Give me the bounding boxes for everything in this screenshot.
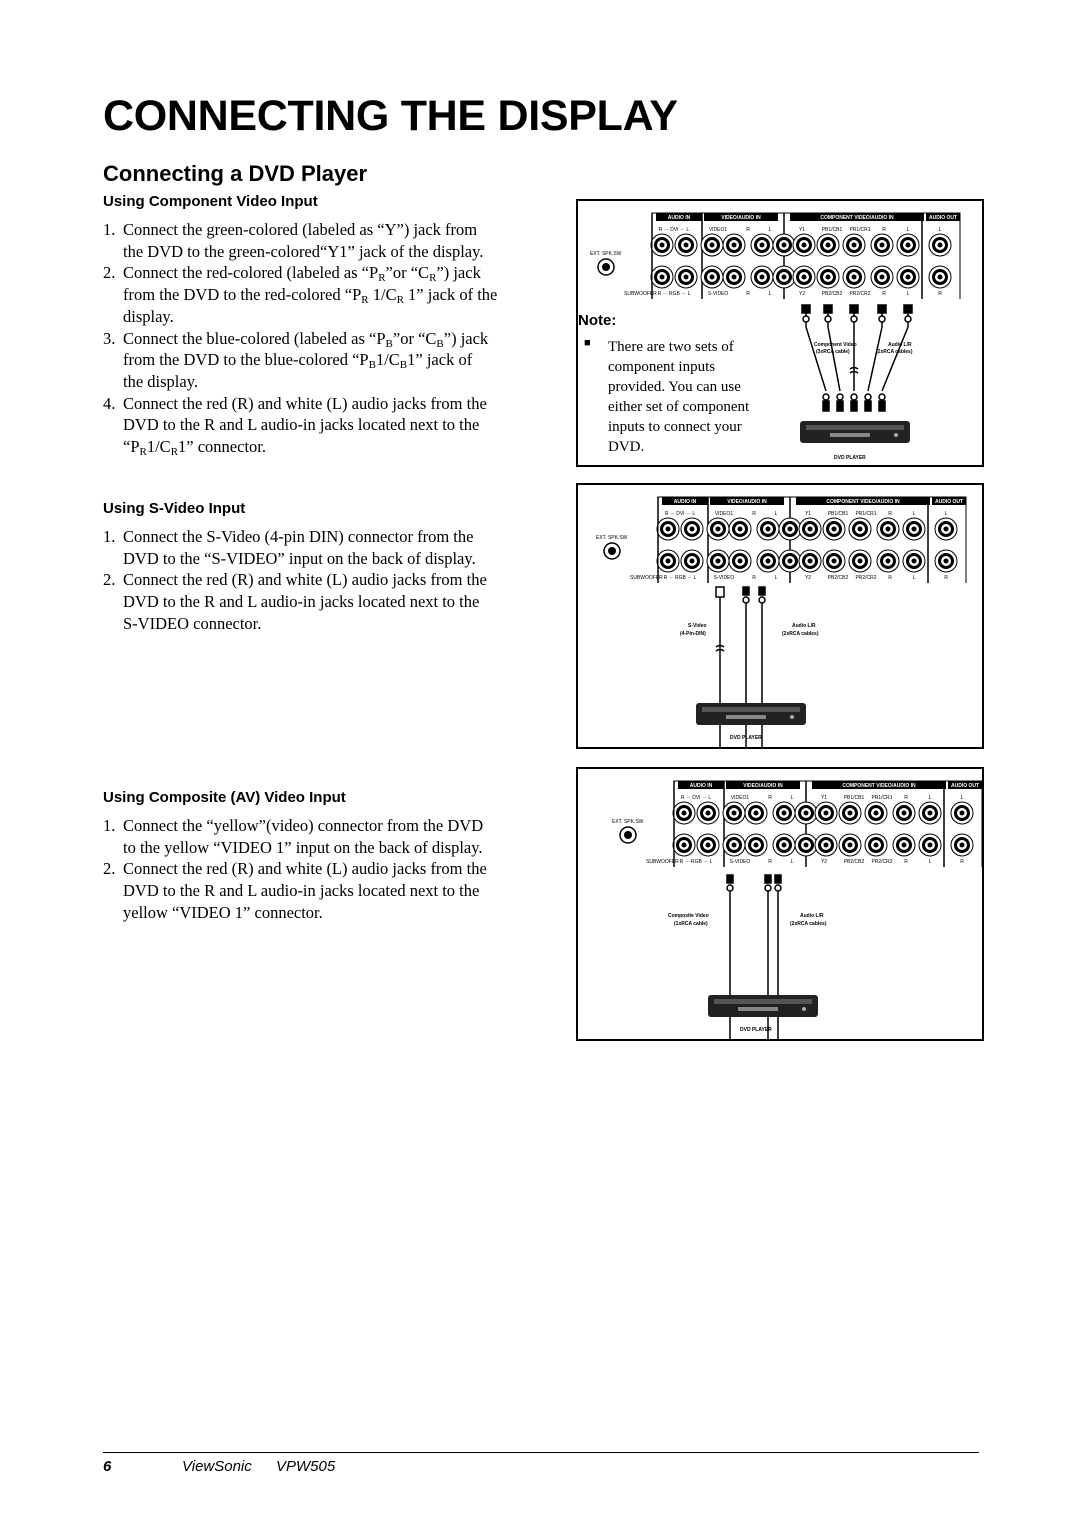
rca-jack-icon: [877, 550, 899, 572]
footer-model: VPW505: [276, 1458, 336, 1475]
jack-label: R － DVI － L: [664, 511, 696, 517]
jack-label: R: [882, 291, 886, 297]
jack-label: Y2: [820, 859, 828, 865]
panel-header-label: COMPONENT VIDEO/AUDIO IN: [842, 783, 916, 789]
jack-label: Y2: [798, 291, 806, 297]
rca-jack-icon: [779, 550, 801, 572]
rca-jack-icon: [751, 266, 773, 288]
list-item: 2. Connect the red-colored (labeled as “$P_R”or$ “$C_R$”) jack from the DVD to the red-colored “$P_R$ $1/C_R$ 1” jack of the display.: [103, 263, 498, 326]
page-number: 6: [103, 1458, 112, 1475]
rca-jack-icon: [919, 834, 941, 856]
cable-label: Audio L/R: [888, 342, 912, 348]
cable-label: Composite Video: [668, 913, 709, 919]
subwoofer-label: SUBWOOFER: [646, 859, 679, 865]
jack-label: L: [928, 795, 932, 801]
cable-label: Audio L/R: [800, 913, 824, 919]
note-title: Note:: [578, 312, 617, 329]
jack-label: PB1/CB1: [821, 227, 843, 233]
jack-label: L: [912, 575, 916, 581]
rca-jack-icon: [849, 518, 871, 540]
rca-jack-icon: [795, 834, 817, 856]
rca-jack-icon: [799, 518, 821, 540]
ext-spk-label: EXT. SPK.SW: [596, 535, 628, 541]
jack-label: PB2/CB2: [821, 291, 843, 297]
list-item: 1. Connect the green-colored (labeled as “Y”) jack from the DVD to the green-colored“Y1” jack of the display.: [103, 220, 484, 261]
jack-label: S-VIDEO: [713, 575, 735, 581]
jack-label: R: [938, 291, 942, 297]
svideo-jack-icon: [729, 550, 751, 572]
panel-header-label: VIDEO/AUDIO IN: [743, 783, 783, 789]
rca-jack-icon: [877, 518, 899, 540]
rca-jack-icon: [657, 550, 679, 572]
rca-jack-icon: [799, 550, 821, 572]
cable-label: (2xRCA cables): [790, 921, 827, 927]
jack-label: L: [768, 291, 772, 297]
jack-label: L: [790, 859, 794, 865]
jack-label: PB2/CB2: [827, 575, 849, 581]
jack-label: L: [960, 795, 964, 801]
panel-header-label: VIDEO/AUDIO IN: [727, 499, 767, 505]
jack-label: VIDEO1: [708, 227, 728, 233]
panel-header-label: AUDIO OUT: [950, 783, 980, 789]
svideo-diagram-graphic: [578, 485, 982, 747]
jack-label: R: [768, 795, 772, 801]
rca-jack-icon: [817, 266, 839, 288]
jack-label: PR1/CR1: [871, 795, 893, 801]
jack-label: Y1: [798, 227, 806, 233]
rca-plugs-bottom: [823, 394, 885, 411]
jack-label: R: [904, 859, 908, 865]
cable-label: S-Video: [688, 623, 707, 629]
jack-label: R － DVI － L: [680, 795, 712, 801]
note-body: There are two sets of component inputs provided. You can use either set of component inputs to connect your DVD.: [608, 339, 750, 455]
dvd-player-label: DVD PLAYER: [730, 735, 762, 741]
rca-jack-icon: [651, 266, 673, 288]
component-steps: [103, 219, 573, 458]
jack-label: PR2/CR2: [871, 859, 893, 865]
cable-label: (3xRCA cable): [816, 349, 850, 355]
panel-header-label: AUDIO IN: [689, 783, 713, 789]
panel-header-label: AUDIO OUT: [934, 499, 964, 505]
rca-jack-icon: [675, 234, 697, 256]
jack-label: L: [790, 795, 794, 801]
dvd-player-label: DVD PLAYER: [740, 1027, 772, 1033]
jack-label: L: [928, 859, 932, 865]
jack-label: R: [768, 859, 772, 865]
rca-jack-icon: [701, 234, 723, 256]
rca-jack-icon: [757, 518, 779, 540]
rca-jack-icon: [773, 234, 795, 256]
jack-label: R － DVI － L: [658, 227, 690, 233]
ext-speaker-jack-icon: [604, 543, 620, 559]
subwoofer-label: SUBWOOFER: [624, 291, 657, 297]
rca-jack-icon: [849, 550, 871, 572]
jack-label: VIDEO1: [730, 795, 750, 801]
rca-jack-icon: [773, 834, 795, 856]
rca-jack-icon: [681, 518, 703, 540]
rca-jack-icon: [951, 802, 973, 824]
jack-label: Y1: [820, 795, 828, 801]
jack-label: L: [768, 227, 772, 233]
rca-jack-icon: [865, 802, 887, 824]
rca-jack-icon: [935, 518, 957, 540]
ext-speaker-jack-icon: [620, 827, 636, 843]
jack-label: R: [752, 511, 756, 517]
cable-label: (2xRCA cables): [876, 349, 913, 355]
list-item: 4. Connect the red (R) and white (L) audio jacks from the DVD to the R and L audio-in jacks located next to the “$P_R1/C_R1$” connector.: [103, 393, 487, 459]
rca-jack-icon: [707, 550, 729, 572]
rca-jack-icon: [893, 834, 915, 856]
panel-header-label: COMPONENT VIDEO/AUDIO IN: [826, 499, 900, 505]
jack-label: Y2: [804, 575, 812, 581]
component-connection-diagram: [576, 199, 984, 467]
jack-label: L: [944, 511, 948, 517]
cable-label: (4-Pin-DIN): [680, 631, 706, 637]
page-title: CONNECTING THE DISPLAY: [103, 92, 678, 140]
cable-label: (1xRCA cable): [674, 921, 708, 927]
composite-connection-diagram: [576, 767, 984, 1041]
rca-jack-icon: [657, 518, 679, 540]
rca-jack-icon: [745, 802, 767, 824]
jack-label: R: [960, 859, 964, 865]
jack-label: S-VIDEO: [729, 859, 751, 865]
jack-label: PB1/CB1: [843, 795, 865, 801]
rca-jack-icon: [839, 802, 861, 824]
jack-label: L: [906, 291, 910, 297]
rca-jack-icon: [651, 234, 673, 256]
jack-label: R － RGB － L: [657, 291, 691, 297]
rca-jack-icon: [823, 518, 845, 540]
jack-label: PB2/CB2: [843, 859, 865, 865]
panel-header-label: COMPONENT VIDEO/AUDIO IN: [820, 215, 894, 221]
rca-jack-icon: [701, 266, 723, 288]
footer-brand: ViewSonic: [182, 1458, 252, 1475]
rca-jack-icon: [929, 234, 951, 256]
rca-jack-icon: [817, 234, 839, 256]
rca-jack-icon: [865, 834, 887, 856]
rca-jack-icon: [697, 834, 719, 856]
rca-jack-icon: [903, 550, 925, 572]
rca-plugs-top: [802, 305, 912, 391]
jack-label: R － RGB － L: [679, 859, 713, 865]
rca-jack-icon: [793, 266, 815, 288]
rca-jack-icon: [697, 802, 719, 824]
panel-header-label: VIDEO/AUDIO IN: [721, 215, 761, 221]
rca-jack-icon: [707, 518, 729, 540]
jack-label: PR1/CR1: [849, 227, 871, 233]
ext-spk-label: EXT. SPK.SW: [590, 251, 622, 257]
cable-label: (2xRCA cables): [782, 631, 819, 637]
footer-rule: [103, 1452, 979, 1453]
rca-jack-icon: [843, 266, 865, 288]
rca-jack-icon: [839, 834, 861, 856]
jack-label: PR2/CR2: [855, 575, 877, 581]
jack-label: S-VIDEO: [707, 291, 729, 297]
jack-label: R: [944, 575, 948, 581]
rca-jack-icon: [793, 234, 815, 256]
dvd-player-icon: [696, 703, 806, 725]
rca-jack-icon: [951, 834, 973, 856]
rca-jack-icon: [929, 266, 951, 288]
jack-label: PB1/CB1: [827, 511, 849, 517]
dvd-player-label: DVD PLAYER: [834, 455, 866, 461]
rca-jack-icon: [903, 518, 925, 540]
jack-label: R － RGB － L: [663, 575, 697, 581]
svideo-jack-icon: [745, 834, 767, 856]
jack-label: R: [904, 795, 908, 801]
rca-jack-icon: [675, 266, 697, 288]
composite-heading: Using Composite (AV) Video Input: [103, 789, 346, 806]
ext-speaker-jack-icon: [598, 259, 614, 275]
bullet-icon: ■: [584, 337, 591, 349]
list-item: 1. Connect the S-Video (4-pin DIN) connector from the DVD to the “S-VIDEO” input on the back of display.: [103, 527, 476, 568]
rca-jack-icon: [723, 834, 745, 856]
rca-jack-icon: [897, 266, 919, 288]
panel-header-label: AUDIO IN: [667, 215, 691, 221]
jack-label: R: [882, 227, 886, 233]
list-item: 2. Connect the red (R) and white (L) audio jacks from the DVD to the R and L audio-in jacks located next to the yellow “VIDEO 1” connector.: [103, 859, 487, 922]
section-title: Connecting a DVD Player: [103, 161, 368, 186]
jack-label: L: [774, 511, 778, 517]
rca-jack-icon: [673, 834, 695, 856]
rca-jack-icon: [919, 802, 941, 824]
rca-jack-icon: [773, 266, 795, 288]
panel-header-label: AUDIO OUT: [928, 215, 958, 221]
rca-jack-icon: [893, 802, 915, 824]
rca-jack-icon: [897, 234, 919, 256]
rca-jack-icon: [815, 834, 837, 856]
svideo-connection-diagram: [576, 483, 984, 749]
jack-label: L: [906, 227, 910, 233]
composite-diagram-graphic: [578, 769, 982, 1039]
rca-jack-icon: [729, 518, 751, 540]
jack-label: PR1/CR1: [855, 511, 877, 517]
ext-spk-label: EXT. SPK.SW: [612, 819, 644, 825]
dvd-player-icon: [708, 995, 818, 1017]
subwoofer-label: SUBWOOFER: [630, 575, 663, 581]
rca-jack-icon: [779, 518, 801, 540]
jack-label: R: [746, 291, 750, 297]
jack-label: Y1: [804, 511, 812, 517]
rear-panel: [590, 213, 960, 299]
jack-label: L: [774, 575, 778, 581]
jack-label: VIDEO1: [714, 511, 734, 517]
jack-label: R: [888, 511, 892, 517]
rca-jack-icon: [773, 802, 795, 824]
rear-panel: [612, 781, 982, 867]
rca-jack-icon: [935, 550, 957, 572]
rca-jack-icon: [795, 802, 817, 824]
list-item: 1. Connect the “yellow”(video) connector from the DVD to the yellow “VIDEO 1” input on the back of display.: [103, 816, 484, 857]
rca-jack-icon: [681, 550, 703, 572]
rear-panel: [596, 497, 966, 583]
jack-label: R: [752, 575, 756, 581]
svideo-steps: [103, 526, 573, 635]
dvd-player-icon: [800, 421, 910, 443]
svideo-heading: Using S-Video Input: [103, 500, 246, 517]
jack-label: L: [912, 511, 916, 517]
list-item: 3. Connect the blue-colored (labeled as “$P_B”or$ “$C_B$”) jack from the DVD to the blue-colored “$P_B1/C_B1$” jack of the display.: [103, 328, 489, 391]
svideo-jack-icon: [723, 266, 745, 288]
jack-label: R: [888, 575, 892, 581]
rca-jack-icon: [815, 802, 837, 824]
rca-jack-icon: [723, 234, 745, 256]
rca-jack-icon: [823, 550, 845, 572]
rca-jack-icon: [843, 234, 865, 256]
rca-jack-icon: [751, 234, 773, 256]
rca-jack-icon: [723, 802, 745, 824]
rca-jack-icon: [673, 802, 695, 824]
rca-jack-icon: [757, 550, 779, 572]
component-heading: Using Component Video Input: [103, 193, 318, 210]
jack-label: L: [938, 227, 942, 233]
composite-steps: [103, 815, 573, 924]
jack-label: PR2/CR2: [849, 291, 871, 297]
cable-label: Component Video: [814, 342, 857, 348]
panel-header-label: AUDIO IN: [673, 499, 697, 505]
rca-jack-icon: [871, 234, 893, 256]
cable-label: Audio L/R: [792, 623, 816, 629]
jack-label: R: [746, 227, 750, 233]
list-item: 2. Connect the red (R) and white (L) audio jacks from the DVD to the R and L audio-in jacks located next to the S-VIDEO connector.: [103, 570, 487, 633]
rca-jack-icon: [871, 266, 893, 288]
